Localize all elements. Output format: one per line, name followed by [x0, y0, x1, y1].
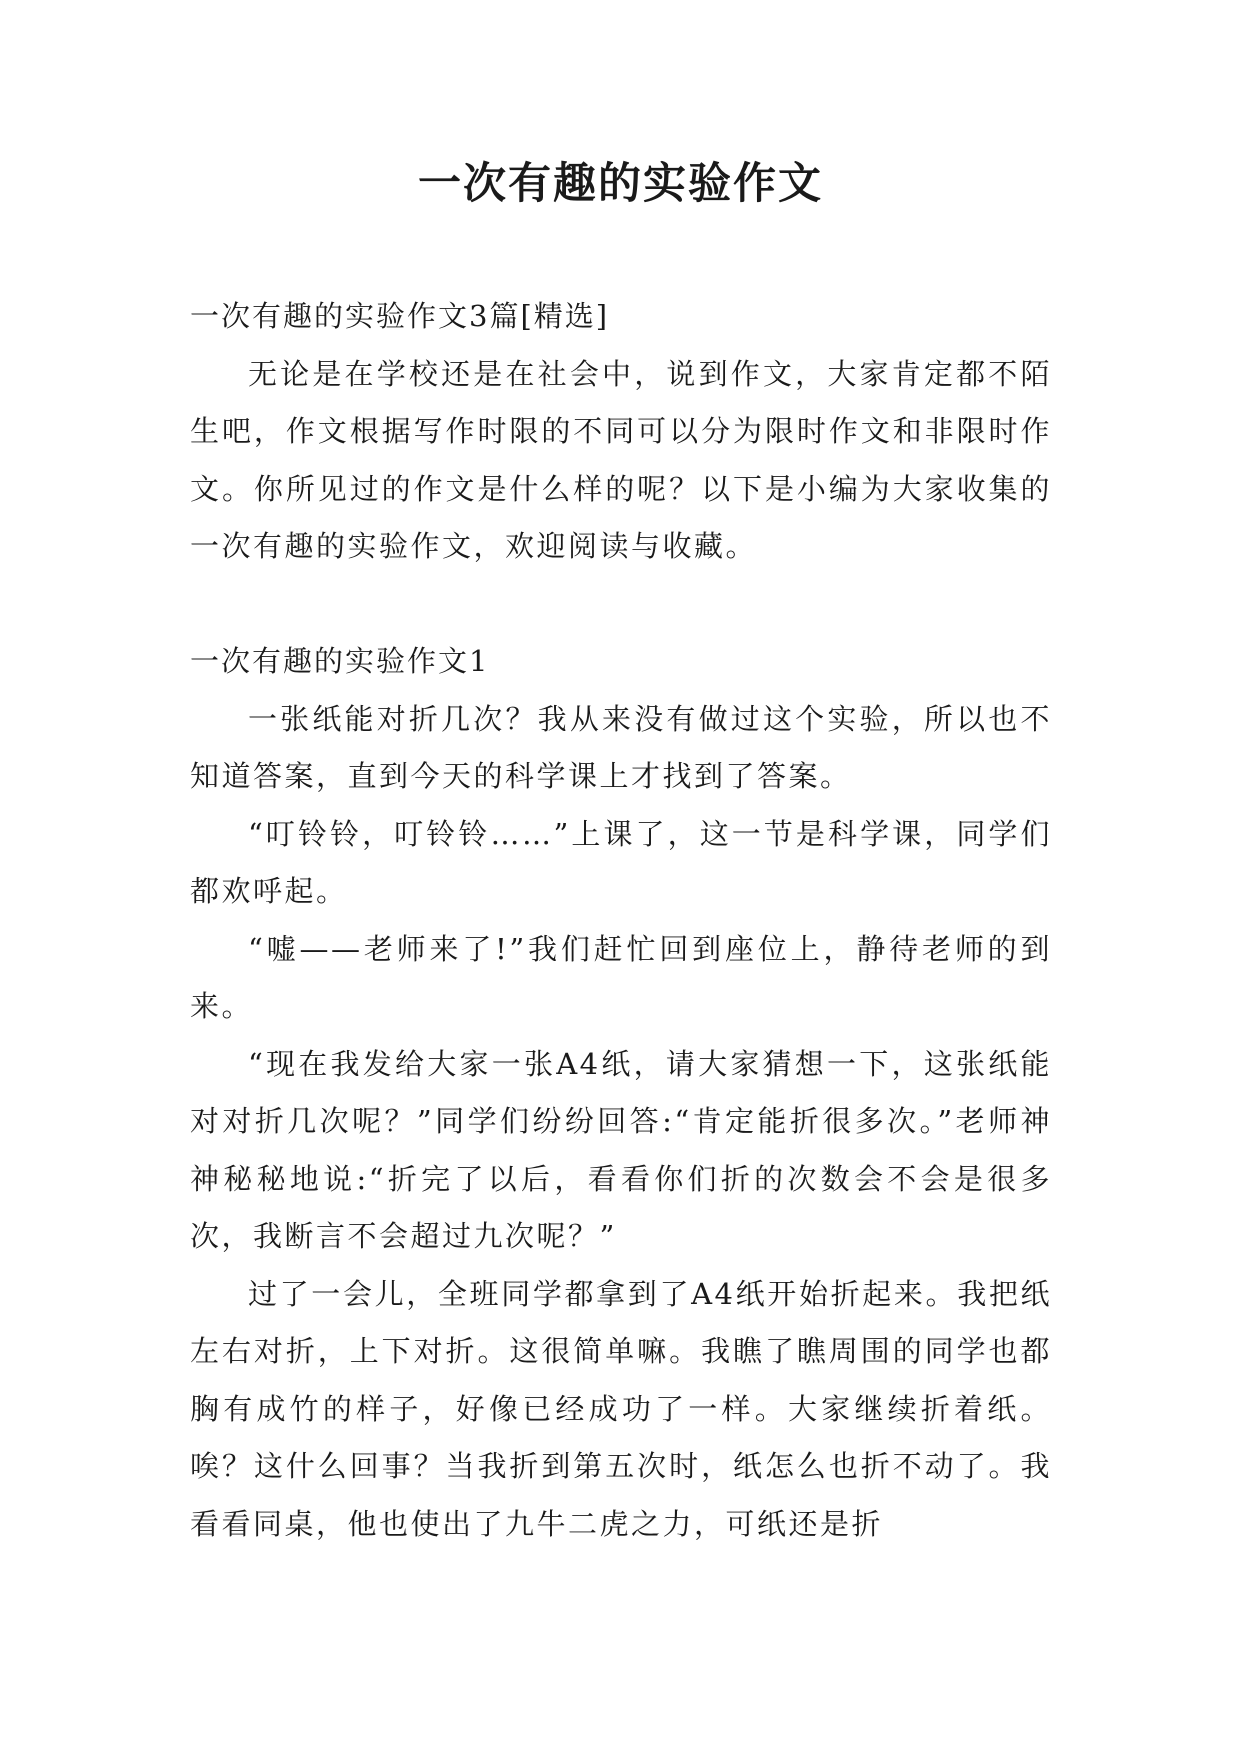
- section-spacer: [190, 576, 1052, 634]
- paragraph: 过了一会儿，全班同学都拿到了A4纸开始折起来。我把纸左右对折，上下对折。这很简单嘛。我瞧了瞧周围的同学也都胸有成竹的样子，好像已经成功了一样。大家继续折着纸。唉？这什么回事？当我折到第五次时，纸怎么也折不动了。我看看同桌，他也使出了九牛二虎之力，可纸还是折: [190, 1276, 1052, 1541]
- subtitle: 一次有趣的实验作文3篇[精选]: [190, 299, 610, 333]
- intro-paragraph: 无论是在学校还是在社会中，说到作文，大家肯定都不陌生吧，作文根据写作时限的不同可以分为限时作文和非限时作文。你所见过的作文是什么样的呢？以下是小编为大家收集的一次有趣的实验作文，欢迎阅读与收藏。: [190, 356, 1052, 563]
- section-1-heading: 一次有趣的实验作文1: [190, 644, 490, 678]
- paragraph: “嘘——老师来了!”我们赶忙回到座位上，静待老师的到来。: [190, 931, 1052, 1023]
- paragraph: “叮铃铃，叮铃铃……”上课了，这一节是科学课，同学们都欢呼起。: [190, 816, 1052, 908]
- paragraph: “现在我发给大家一张A4纸，请大家猜想一下，这张纸能对对折几次呢？”同学们纷纷回答:“肯定能折很多次。”老师神神秘秘地说:“折完了以后，看看你们折的次数会不会是很多次，我断言不会超过九次呢？”: [190, 1046, 1052, 1253]
- document-body: [190, 288, 1052, 1553]
- document-title: 一次有趣的实验作文: [418, 159, 823, 209]
- paragraph: 一张纸能对折几次？我从来没有做过这个实验，所以也不知道答案，直到今天的科学课上才找到了答案。: [190, 701, 1052, 793]
